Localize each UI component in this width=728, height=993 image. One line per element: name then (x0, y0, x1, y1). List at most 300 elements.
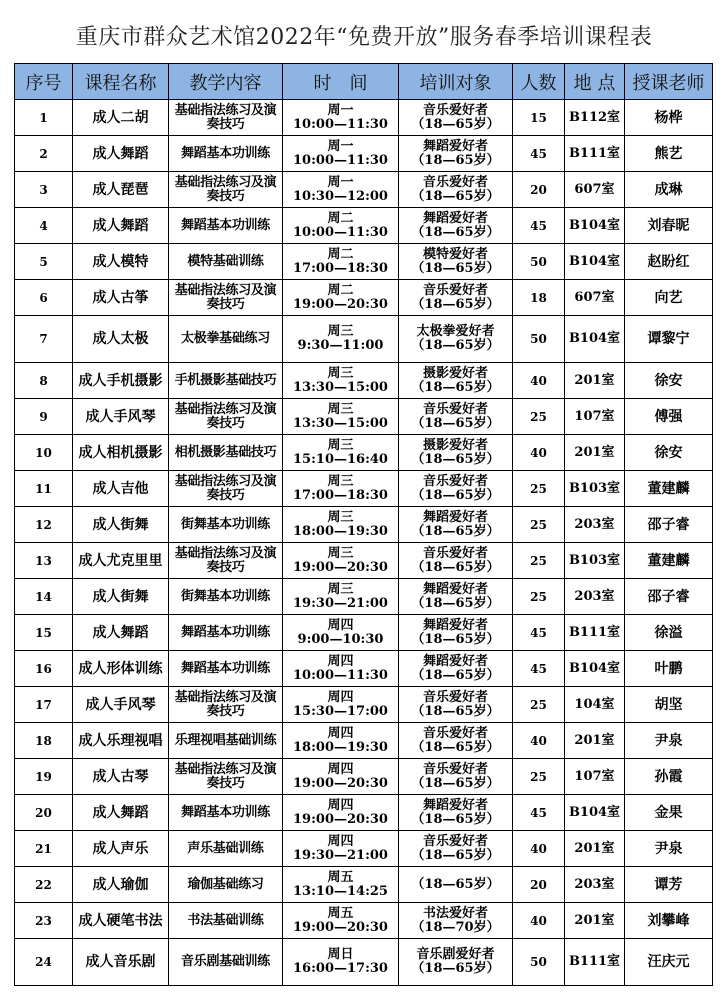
session-time-line2: 10:00—11:30 (293, 152, 388, 168)
target-audience (399, 687, 513, 723)
teacher-name: 谭芳 (625, 867, 713, 903)
teacher-name: 尹泉 (625, 723, 713, 759)
room: 107室 (565, 399, 625, 435)
target-audience-line2: （18—65岁） (411, 847, 500, 863)
target-audience-line1: 舞蹈爱好者 (422, 617, 488, 633)
session-time (283, 759, 399, 795)
table-row (15, 399, 713, 435)
target-audience-line1: 舞蹈爱好者 (422, 509, 488, 525)
course-content: 书法基础训练 (169, 903, 283, 939)
session-time-line1: 周二 (327, 210, 354, 226)
target-audience-line1: 摄影爱好者 (422, 365, 488, 381)
session-time (283, 579, 399, 615)
target-audience-line2: （18—65岁） (411, 703, 500, 719)
room: B104室 (565, 651, 625, 687)
session-time (283, 543, 399, 579)
table-row (15, 939, 713, 986)
target-audience-line2: （18—65岁） (411, 260, 500, 276)
course-content: 舞蹈基本功训练 (169, 208, 283, 244)
table-row (15, 435, 713, 471)
session-time (283, 867, 399, 903)
target-audience-line2: （18—65岁） (411, 152, 500, 168)
session-time-line2: 13:30—15:00 (293, 379, 388, 395)
teacher-name: 董建麟 (625, 471, 713, 507)
target-audience-line1: 模特爱好者 (422, 246, 488, 262)
course-name: 成人模特 (73, 244, 169, 280)
table-row (15, 903, 713, 939)
session-time (283, 363, 399, 399)
page-title: 重庆市群众艺术馆2022年“免费开放”服务春季培训课程表 (75, 25, 653, 50)
session-time-line1: 周四 (327, 761, 354, 777)
teacher-name: 徐安 (625, 435, 713, 471)
target-audience (399, 100, 513, 136)
room: B111室 (565, 939, 625, 986)
header-teacher: 授课老师 (625, 64, 713, 100)
target-audience-line1: 音乐爱好者 (422, 401, 488, 417)
room: 607室 (565, 280, 625, 316)
session-time-line1: 周四 (327, 725, 354, 741)
enrollment-count: 50 (513, 316, 565, 363)
row-number: 20 (15, 795, 73, 831)
target-audience-line1: 舞蹈爱好者 (422, 581, 488, 597)
target-audience-line2: （18—65岁） (411, 338, 500, 353)
session-time-line1: 周三 (327, 581, 354, 597)
enrollment-count: 25 (513, 507, 565, 543)
session-time (283, 831, 399, 867)
course-content: 基础指法练习及演奏技巧 (169, 172, 283, 208)
target-audience (399, 615, 513, 651)
session-time (283, 615, 399, 651)
session-time-line2: 9:00—10:30 (297, 631, 384, 647)
table-row (15, 579, 713, 615)
course-content: 基础指法练习及演奏技巧 (169, 759, 283, 795)
enrollment-count: 25 (513, 543, 565, 579)
row-number: 18 (15, 723, 73, 759)
room: B104室 (565, 244, 625, 280)
target-audience-line1: 音乐爱好者 (422, 282, 488, 298)
course-content: 舞蹈基本功训练 (169, 795, 283, 831)
target-audience-line2: （18—65岁） (411, 559, 500, 575)
course-content: 基础指法练习及演奏技巧 (169, 399, 283, 435)
session-time (283, 100, 399, 136)
course-name: 成人手风琴 (73, 687, 169, 723)
course-name: 成人舞蹈 (73, 136, 169, 172)
target-audience-line2: （18—65岁） (411, 379, 500, 395)
room: B112室 (565, 100, 625, 136)
target-audience-line2: （18—65岁） (411, 739, 500, 755)
course-content: 声乐基础训练 (169, 831, 283, 867)
session-time-line2: 13:10—14:25 (293, 883, 388, 899)
teacher-name: 熊艺 (625, 136, 713, 172)
table-row (15, 471, 713, 507)
course-content: 舞蹈基本功训练 (169, 615, 283, 651)
table-row (15, 543, 713, 579)
target-audience-line2: （18—65岁） (411, 961, 500, 976)
session-time-line2: 15:10—16:40 (293, 451, 388, 467)
table-row (15, 651, 713, 687)
target-audience-line1: 音乐爱好者 (422, 102, 488, 118)
target-audience (399, 399, 513, 435)
header-no: 序号 (15, 64, 73, 100)
target-audience-line1: 摄影爱好者 (422, 437, 488, 453)
teacher-name: 谭黎宁 (625, 316, 713, 363)
session-time-line2: 19:00—20:30 (293, 296, 388, 312)
row-number: 3 (15, 172, 73, 208)
header-location: 地 点 (565, 64, 625, 100)
room: B104室 (565, 795, 625, 831)
session-time (283, 651, 399, 687)
target-audience (399, 280, 513, 316)
session-time-line1: 周日 (327, 947, 354, 962)
session-time-line1: 周三 (327, 401, 354, 417)
table-row (15, 507, 713, 543)
teacher-name: 叶鹏 (625, 651, 713, 687)
session-time (283, 471, 399, 507)
session-time-line1: 周二 (327, 282, 354, 298)
session-time-line1: 周四 (327, 689, 354, 705)
enrollment-count: 18 (513, 280, 565, 316)
teacher-name: 徐溢 (625, 615, 713, 651)
session-time-line2: 10:00—11:30 (293, 224, 388, 240)
session-time-line1: 周四 (327, 617, 354, 633)
room: 201室 (565, 435, 625, 471)
header-time: 时 间 (283, 64, 399, 100)
course-name: 成人二胡 (73, 100, 169, 136)
enrollment-count: 25 (513, 579, 565, 615)
table-row (15, 280, 713, 316)
row-number: 8 (15, 363, 73, 399)
teacher-name: 杨桦 (625, 100, 713, 136)
table-row (15, 831, 713, 867)
course-content: 基础指法练习及演奏技巧 (169, 687, 283, 723)
teacher-name: 刘攀峰 (625, 903, 713, 939)
table-row (15, 208, 713, 244)
row-number: 10 (15, 435, 73, 471)
course-name: 成人街舞 (73, 507, 169, 543)
session-time (283, 939, 399, 986)
schedule-table (14, 63, 713, 986)
teacher-name: 邵子睿 (625, 579, 713, 615)
teacher-name: 胡坚 (625, 687, 713, 723)
course-content: 相机摄影基础技巧 (169, 435, 283, 471)
header-count: 人数 (513, 64, 565, 100)
teacher-name: 金果 (625, 795, 713, 831)
session-time-line2: 17:00—18:30 (293, 487, 388, 503)
target-audience-line2: （18—65岁） (411, 667, 500, 683)
session-time-line2: 18:00—19:30 (293, 523, 388, 539)
enrollment-count: 45 (513, 615, 565, 651)
session-time-line1: 周四 (327, 833, 354, 849)
session-time-line2: 13:30—15:00 (293, 415, 388, 431)
target-audience-line1: 音乐爱好者 (422, 833, 488, 849)
room: 203室 (565, 507, 625, 543)
session-time-line2: 19:00—20:30 (293, 559, 388, 575)
session-time (283, 687, 399, 723)
session-time-line2: 16:00—17:30 (293, 961, 388, 976)
row-number: 17 (15, 687, 73, 723)
course-name: 成人瑜伽 (73, 867, 169, 903)
target-audience-line1: 太极拳爱好者 (416, 324, 495, 339)
course-name: 成人古琴 (73, 759, 169, 795)
target-audience-line1: 音乐剧爱好者 (416, 947, 495, 962)
target-audience-line2: （18—65岁） (411, 811, 500, 827)
target-audience-line1: 音乐爱好者 (422, 689, 488, 705)
room: 201室 (565, 363, 625, 399)
session-time-line1: 周三 (327, 437, 354, 453)
enrollment-count: 15 (513, 100, 565, 136)
target-audience (399, 831, 513, 867)
course-content: 太极拳基础练习 (169, 316, 283, 363)
teacher-name: 孙霞 (625, 759, 713, 795)
course-name: 成人尤克里里 (73, 543, 169, 579)
row-number: 5 (15, 244, 73, 280)
row-number: 15 (15, 615, 73, 651)
session-time-line1: 周四 (327, 653, 354, 669)
target-audience-line1: 书法爱好者 (422, 905, 488, 921)
session-time-line1: 周一 (327, 102, 354, 118)
session-time-line1: 周三 (327, 545, 354, 561)
session-time (283, 208, 399, 244)
target-audience-line2: （18—65岁） (411, 296, 500, 312)
room: 104室 (565, 687, 625, 723)
course-name: 成人形体训练 (73, 651, 169, 687)
row-number: 19 (15, 759, 73, 795)
course-name: 成人太极 (73, 316, 169, 363)
table-row (15, 687, 713, 723)
target-audience (399, 363, 513, 399)
row-number: 23 (15, 903, 73, 939)
target-audience (399, 507, 513, 543)
teacher-name: 赵盼红 (625, 244, 713, 280)
room: 201室 (565, 831, 625, 867)
course-name: 成人街舞 (73, 579, 169, 615)
header-target: 培训对象 (399, 64, 513, 100)
session-time-line1: 周三 (327, 324, 354, 339)
enrollment-count: 45 (513, 651, 565, 687)
enrollment-count: 20 (513, 867, 565, 903)
course-content: 音乐剧基础训练 (169, 939, 283, 986)
target-audience-line2: （18—65岁） (411, 487, 500, 503)
target-audience (399, 244, 513, 280)
target-audience-line1: 舞蹈爱好者 (422, 210, 488, 226)
target-audience-line1: 舞蹈爱好者 (422, 797, 488, 813)
session-time (283, 399, 399, 435)
target-audience-line1: 舞蹈爱好者 (422, 653, 488, 669)
row-number: 21 (15, 831, 73, 867)
room: B103室 (565, 471, 625, 507)
course-name: 成人硬笔书法 (73, 903, 169, 939)
session-time-line1: 周三 (327, 473, 354, 489)
teacher-name: 尹泉 (625, 831, 713, 867)
session-time (283, 136, 399, 172)
room: 203室 (565, 867, 625, 903)
row-number: 24 (15, 939, 73, 986)
session-time (283, 435, 399, 471)
row-number: 12 (15, 507, 73, 543)
header-course: 课程名称 (73, 64, 169, 100)
room: B104室 (565, 316, 625, 363)
course-content: 街舞基本功训练 (169, 507, 283, 543)
room: B104室 (565, 208, 625, 244)
course-content: 基础指法练习及演奏技巧 (169, 543, 283, 579)
session-time-line2: 19:00—20:30 (293, 919, 388, 935)
table-row (15, 316, 713, 363)
table-row (15, 723, 713, 759)
course-name: 成人相机摄影 (73, 435, 169, 471)
session-time (283, 280, 399, 316)
course-content: 瑜伽基础练习 (169, 867, 283, 903)
course-content: 街舞基本功训练 (169, 579, 283, 615)
session-time-line2: 10:00—11:30 (293, 116, 388, 132)
target-audience (399, 903, 513, 939)
table-row (15, 244, 713, 280)
course-content: 手机摄影基础技巧 (169, 363, 283, 399)
session-time-line1: 周三 (327, 509, 354, 525)
course-name: 成人舞蹈 (73, 795, 169, 831)
course-name: 成人音乐剧 (73, 939, 169, 986)
session-time-line1: 周四 (327, 797, 354, 813)
course-content: 模特基础训练 (169, 244, 283, 280)
teacher-name: 董建麟 (625, 543, 713, 579)
target-audience (399, 316, 513, 363)
target-audience-line1: 音乐爱好者 (422, 725, 488, 741)
room: 607室 (565, 172, 625, 208)
course-name: 成人舞蹈 (73, 208, 169, 244)
target-audience-line2: （18—65岁） (411, 451, 500, 467)
room: 201室 (565, 903, 625, 939)
table-row (15, 759, 713, 795)
target-audience (399, 172, 513, 208)
row-number: 16 (15, 651, 73, 687)
session-time-line2: 19:00—20:30 (293, 811, 388, 827)
course-name: 成人乐理视唱 (73, 723, 169, 759)
session-time-line2: 15:30—17:00 (293, 703, 388, 719)
course-name: 成人琵琶 (73, 172, 169, 208)
target-audience-line2: （18—65岁） (411, 116, 500, 132)
target-audience (399, 579, 513, 615)
enrollment-count: 40 (513, 435, 565, 471)
teacher-name: 汪庆元 (625, 939, 713, 986)
table-row (15, 136, 713, 172)
room: 107室 (565, 759, 625, 795)
target-audience (399, 795, 513, 831)
enrollment-count: 20 (513, 172, 565, 208)
target-audience-line2: （18—65岁） (411, 415, 500, 431)
teacher-name: 刘春昵 (625, 208, 713, 244)
session-time-line2: 19:00—20:30 (293, 775, 388, 791)
room: 201室 (565, 723, 625, 759)
target-audience (399, 208, 513, 244)
session-time (283, 172, 399, 208)
teacher-name: 徐安 (625, 363, 713, 399)
target-audience (399, 136, 513, 172)
session-time (283, 723, 399, 759)
enrollment-count: 45 (513, 208, 565, 244)
target-audience-line1: 音乐爱好者 (422, 473, 488, 489)
course-name: 成人声乐 (73, 831, 169, 867)
session-time-line2: 9:30—11:00 (297, 338, 384, 353)
session-time (283, 316, 399, 363)
course-name: 成人吉他 (73, 471, 169, 507)
row-number: 4 (15, 208, 73, 244)
session-time-line1: 周一 (327, 174, 354, 190)
target-audience (399, 723, 513, 759)
room: B103室 (565, 543, 625, 579)
table-row (15, 795, 713, 831)
session-time-line1: 周五 (327, 869, 354, 885)
target-audience (399, 543, 513, 579)
target-audience (399, 651, 513, 687)
target-audience-line1: 音乐爱好者 (422, 545, 488, 561)
session-time-line1: 周五 (327, 905, 354, 921)
session-time-line1: 周三 (327, 365, 354, 381)
room: B111室 (565, 136, 625, 172)
session-time (283, 795, 399, 831)
enrollment-count: 45 (513, 795, 565, 831)
course-name: 成人手机摄影 (73, 363, 169, 399)
session-time-line2: 19:30—21:00 (293, 595, 388, 611)
row-number: 6 (15, 280, 73, 316)
session-time-line2: 19:30—21:00 (293, 847, 388, 863)
room: 203室 (565, 579, 625, 615)
enrollment-count: 25 (513, 399, 565, 435)
session-time (283, 903, 399, 939)
enrollment-count: 40 (513, 831, 565, 867)
session-time-line2: 10:00—11:30 (293, 667, 388, 683)
teacher-name: 成琳 (625, 172, 713, 208)
session-time (283, 244, 399, 280)
course-name: 成人古筝 (73, 280, 169, 316)
course-content: 舞蹈基本功训练 (169, 136, 283, 172)
course-name: 成人舞蹈 (73, 615, 169, 651)
target-audience-line1: 舞蹈爱好者 (422, 138, 488, 154)
header-row (15, 64, 713, 100)
target-audience-line2: （18—65岁） (411, 876, 500, 892)
row-number: 14 (15, 579, 73, 615)
teacher-name: 向艺 (625, 280, 713, 316)
table-row (15, 867, 713, 903)
target-audience-line1: 音乐爱好者 (422, 174, 488, 190)
course-content: 舞蹈基本功训练 (169, 651, 283, 687)
teacher-name: 傅强 (625, 399, 713, 435)
target-audience-line2: （18—65岁） (411, 188, 500, 204)
course-content: 基础指法练习及演奏技巧 (169, 100, 283, 136)
target-audience (399, 471, 513, 507)
enrollment-count: 40 (513, 723, 565, 759)
row-number: 13 (15, 543, 73, 579)
table-row (15, 172, 713, 208)
room: B111室 (565, 615, 625, 651)
course-content: 基础指法练习及演奏技巧 (169, 471, 283, 507)
session-time-line2: 18:00—19:30 (293, 739, 388, 755)
row-number: 1 (15, 100, 73, 136)
target-audience (399, 435, 513, 471)
row-number: 2 (15, 136, 73, 172)
table-row (15, 363, 713, 399)
enrollment-count: 50 (513, 244, 565, 280)
target-audience-line2: （18—65岁） (411, 775, 500, 791)
table-row (15, 615, 713, 651)
target-audience (399, 867, 513, 903)
row-number: 22 (15, 867, 73, 903)
session-time-line1: 周二 (327, 246, 354, 262)
row-number: 7 (15, 316, 73, 363)
target-audience (399, 759, 513, 795)
enrollment-count: 50 (513, 939, 565, 986)
session-time-line1: 周一 (327, 138, 354, 154)
target-audience-line2: （18—70岁） (411, 919, 500, 935)
table-row (15, 100, 713, 136)
